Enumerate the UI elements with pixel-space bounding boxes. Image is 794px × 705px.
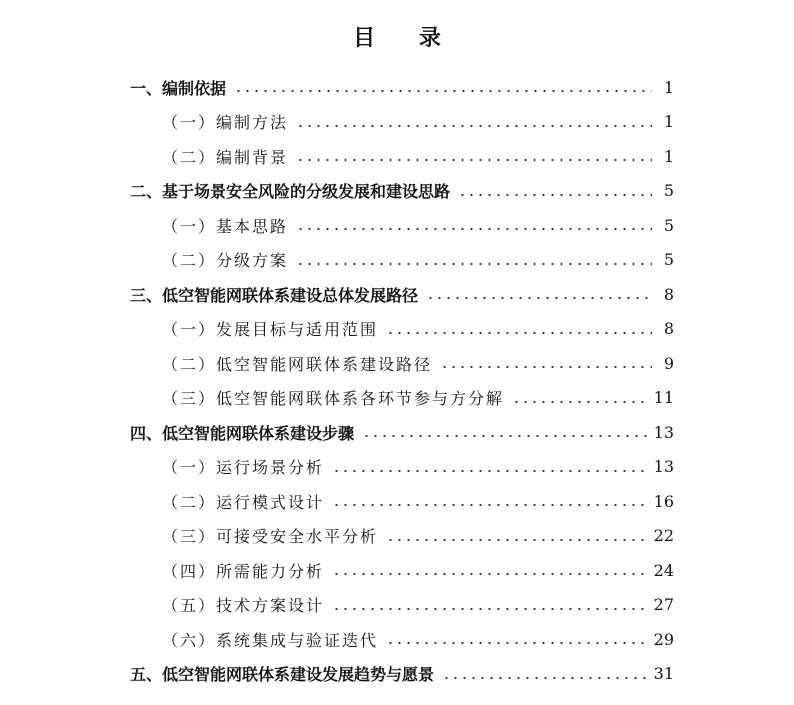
toc-entry-page: 1 xyxy=(663,112,674,132)
toc-entry-page: 1 xyxy=(663,146,674,166)
toc-entry-page: 5 xyxy=(663,250,674,270)
dot-leader xyxy=(296,159,652,161)
toc-entry-3-2[interactable] xyxy=(130,346,674,381)
dot-leader xyxy=(426,297,652,299)
toc-entry-page: 29 xyxy=(653,629,674,649)
toc-entry-label: 五、低空智能网联体系建设发展趋势与愿景 xyxy=(130,665,435,685)
toc-entry-page: 24 xyxy=(653,560,674,580)
toc-entry-page: 13 xyxy=(653,457,674,477)
toc-entry-1-1[interactable] xyxy=(130,105,674,140)
dot-leader xyxy=(386,539,648,541)
toc-entry-label: （三）可接受安全水平分析 xyxy=(162,527,379,547)
dot-leader xyxy=(386,332,652,334)
dot-leader xyxy=(296,125,652,127)
toc-entry-label: （六）系统集成与验证迭代 xyxy=(162,630,379,650)
toc-entry-label: （二）分级方案 xyxy=(162,251,289,271)
dot-leader xyxy=(362,435,648,437)
toc-entry-label: 一、编制依据 xyxy=(130,78,227,98)
toc-entry-page: 5 xyxy=(663,181,674,201)
toc-entry-3-1[interactable] xyxy=(130,312,674,347)
dot-leader xyxy=(442,677,648,679)
toc-entry-label: （二）运行模式设计 xyxy=(162,492,325,512)
toc-entry-label: 三、低空智能网联体系建设总体发展路径 xyxy=(130,285,419,305)
toc-entry-4-3[interactable] xyxy=(130,519,674,554)
dot-leader xyxy=(512,401,648,403)
toc-entry-4-6[interactable] xyxy=(130,622,674,657)
toc-entry-2[interactable] xyxy=(130,174,674,209)
toc-entry-4-4[interactable] xyxy=(130,553,674,588)
dot-leader xyxy=(386,642,648,644)
table-of-contents xyxy=(130,70,674,691)
toc-entry-2-1[interactable] xyxy=(130,208,674,243)
dot-leader xyxy=(440,366,652,368)
toc-entry-1-2[interactable] xyxy=(130,139,674,174)
toc-entry-label: （四）所需能力分析 xyxy=(162,561,325,581)
toc-title: 目 录 xyxy=(353,26,459,51)
toc-entry-label: 四、低空智能网联体系建设步骤 xyxy=(130,423,355,443)
toc-entry-label: （五）技术方案设计 xyxy=(162,596,325,616)
toc-entry-page: 16 xyxy=(653,491,674,511)
toc-entry-page: 27 xyxy=(653,595,674,615)
toc-entry-page: 9 xyxy=(663,353,674,373)
dot-leader xyxy=(234,90,652,92)
dot-leader xyxy=(296,263,652,265)
toc-entry-label: （一）运行场景分析 xyxy=(162,458,325,478)
toc-entry-4-1[interactable] xyxy=(130,450,674,485)
toc-entry-page: 13 xyxy=(653,422,674,442)
toc-entry-5[interactable] xyxy=(130,657,674,692)
dot-leader xyxy=(458,194,652,196)
toc-entry-page: 8 xyxy=(663,284,674,304)
toc-entry-label: （二）低空智能网联体系建设路径 xyxy=(162,354,433,374)
toc-entry-4-5[interactable] xyxy=(130,588,674,623)
toc-entry-3-3[interactable] xyxy=(130,381,674,416)
dot-leader xyxy=(332,470,648,472)
toc-entry-page: 1 xyxy=(663,77,674,97)
toc-entry-page: 8 xyxy=(663,319,674,339)
toc-entry-1[interactable] xyxy=(130,70,674,105)
dot-leader xyxy=(332,504,648,506)
toc-entry-label: （一）编制方法 xyxy=(162,113,289,133)
toc-entry-label: （一）基本思路 xyxy=(162,216,289,236)
toc-entry-4-2[interactable] xyxy=(130,484,674,519)
toc-entry-page: 22 xyxy=(653,526,674,546)
dot-leader xyxy=(296,228,652,230)
toc-entry-4[interactable] xyxy=(130,415,674,450)
toc-entry-label: （二）编制背景 xyxy=(162,147,289,167)
toc-entry-3[interactable] xyxy=(130,277,674,312)
toc-entry-label: （三）低空智能网联体系各环节参与方分解 xyxy=(162,389,505,409)
toc-entry-page: 11 xyxy=(653,388,674,408)
toc-entry-label: （一）发展目标与适用范围 xyxy=(162,320,379,340)
toc-entry-page: 31 xyxy=(653,664,674,684)
toc-entry-label: 二、基于场景安全风险的分级发展和建设思路 xyxy=(130,182,451,202)
toc-entry-page: 5 xyxy=(663,215,674,235)
toc-entry-2-2[interactable] xyxy=(130,243,674,278)
dot-leader xyxy=(332,573,648,575)
dot-leader xyxy=(332,608,648,610)
